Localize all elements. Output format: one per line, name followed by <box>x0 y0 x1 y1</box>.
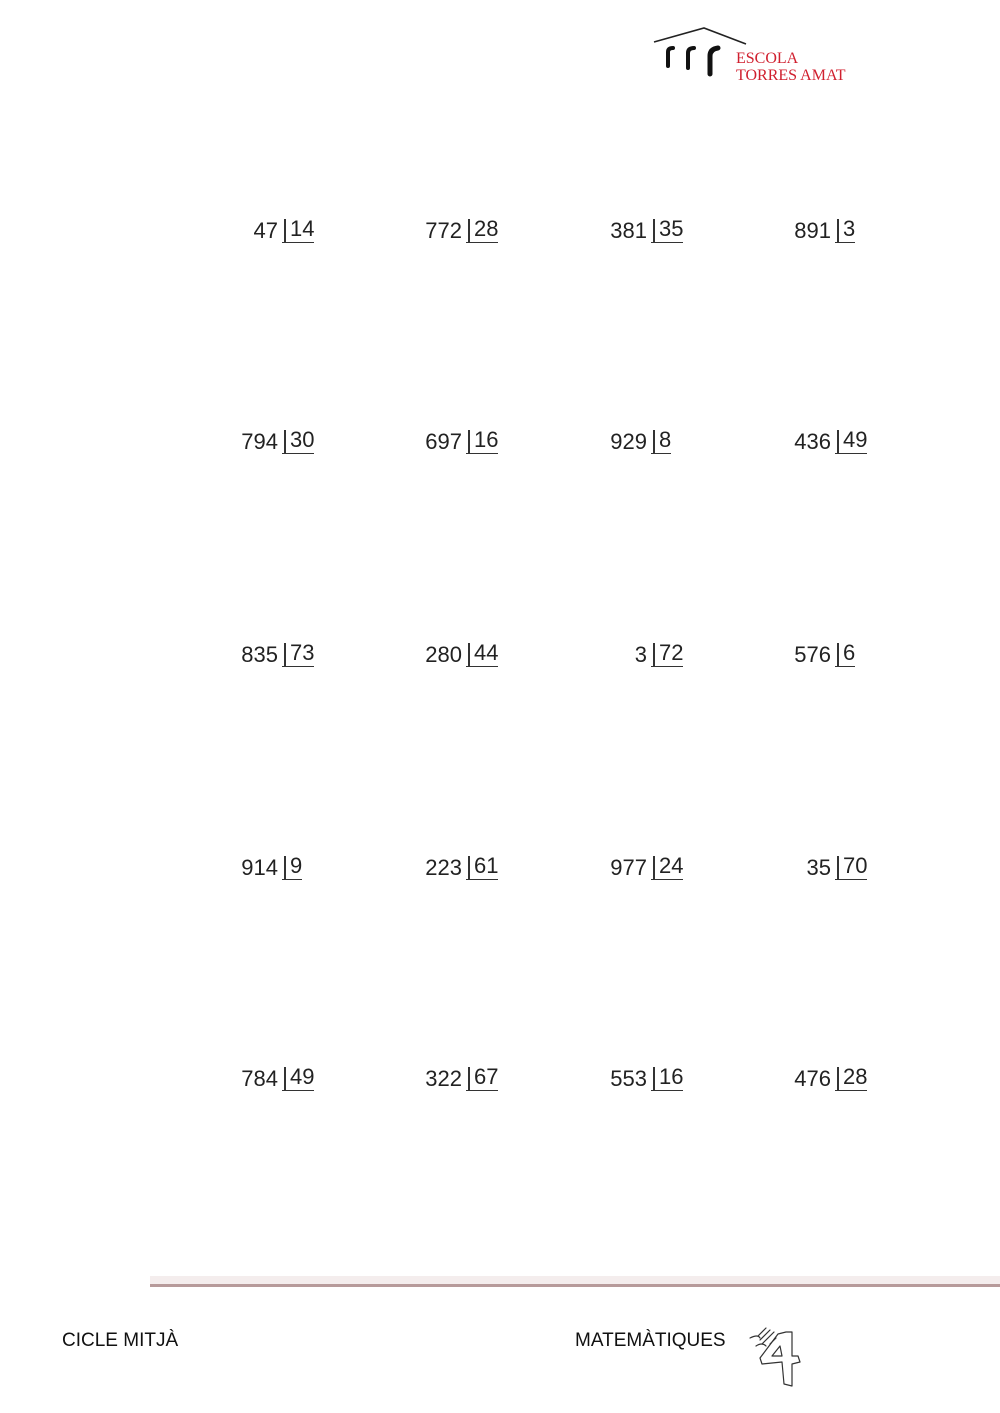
divisor: 49 <box>835 427 867 454</box>
footer-subject-label: MATEMÀTIQUES <box>575 1330 726 1351</box>
dividend: 381 <box>610 218 647 243</box>
division-problem <box>328 427 508 457</box>
division-problem <box>144 216 324 246</box>
divisor: 28 <box>466 216 498 243</box>
divisor: 16 <box>651 1064 683 1091</box>
number-four-sketch-icon <box>748 1324 808 1390</box>
division-problem <box>513 216 693 246</box>
division-problem <box>697 216 877 246</box>
division-problem <box>513 427 693 457</box>
dividend: 35 <box>806 855 831 880</box>
division-problem <box>144 853 324 883</box>
division-problem <box>697 1064 877 1094</box>
dividend: 977 <box>610 855 647 880</box>
dividend: 280 <box>425 642 462 667</box>
division-problem <box>144 427 324 457</box>
division-problem <box>513 1064 693 1094</box>
division-problem <box>328 216 508 246</box>
division-problem <box>513 853 693 883</box>
dividend: 576 <box>794 642 831 667</box>
dividend: 322 <box>425 1066 462 1091</box>
divisor: 70 <box>835 853 867 880</box>
dividend: 914 <box>241 855 278 880</box>
divisor: 49 <box>282 1064 314 1091</box>
divisor: 3 <box>835 216 855 243</box>
dividend: 772 <box>425 218 462 243</box>
dividend: 784 <box>241 1066 278 1091</box>
divisor: 9 <box>282 853 302 880</box>
divisor: 6 <box>835 640 855 667</box>
divisor: 16 <box>466 427 498 454</box>
dividend: 794 <box>241 429 278 454</box>
dividend: 476 <box>794 1066 831 1091</box>
dividend: 3 <box>634 642 647 667</box>
divisor: 61 <box>466 853 498 880</box>
divisor: 14 <box>282 216 314 243</box>
divisor: 24 <box>651 853 683 880</box>
dividend: 47 <box>253 218 278 243</box>
footer-divider <box>150 1276 1000 1288</box>
dividend: 835 <box>241 642 278 667</box>
dividend: 436 <box>794 429 831 454</box>
dividend: 223 <box>425 855 462 880</box>
division-problem <box>697 640 877 670</box>
school-name-line1: ESCOLA <box>736 50 799 67</box>
dividend: 891 <box>794 218 831 243</box>
division-problem <box>697 427 877 457</box>
divisor: 67 <box>466 1064 498 1091</box>
division-problem <box>144 640 324 670</box>
divisor: 44 <box>466 640 498 667</box>
division-problem <box>513 640 693 670</box>
division-problem <box>328 640 508 670</box>
division-problem <box>144 1064 324 1094</box>
divisor: 73 <box>282 640 314 667</box>
dividend: 929 <box>610 429 647 454</box>
divisor: 72 <box>651 640 683 667</box>
divisor: 30 <box>282 427 314 454</box>
dividend: 553 <box>610 1066 647 1091</box>
divisor: 28 <box>835 1064 867 1091</box>
division-problem <box>697 853 877 883</box>
divisor: 35 <box>651 216 683 243</box>
school-name-line2: TORRES AMAT <box>736 67 846 84</box>
division-problem <box>328 853 508 883</box>
footer-cycle-label: CICLE MITJÀ <box>62 1330 179 1351</box>
division-problem <box>328 1064 508 1094</box>
divisor: 8 <box>651 427 671 454</box>
dividend: 697 <box>425 429 462 454</box>
